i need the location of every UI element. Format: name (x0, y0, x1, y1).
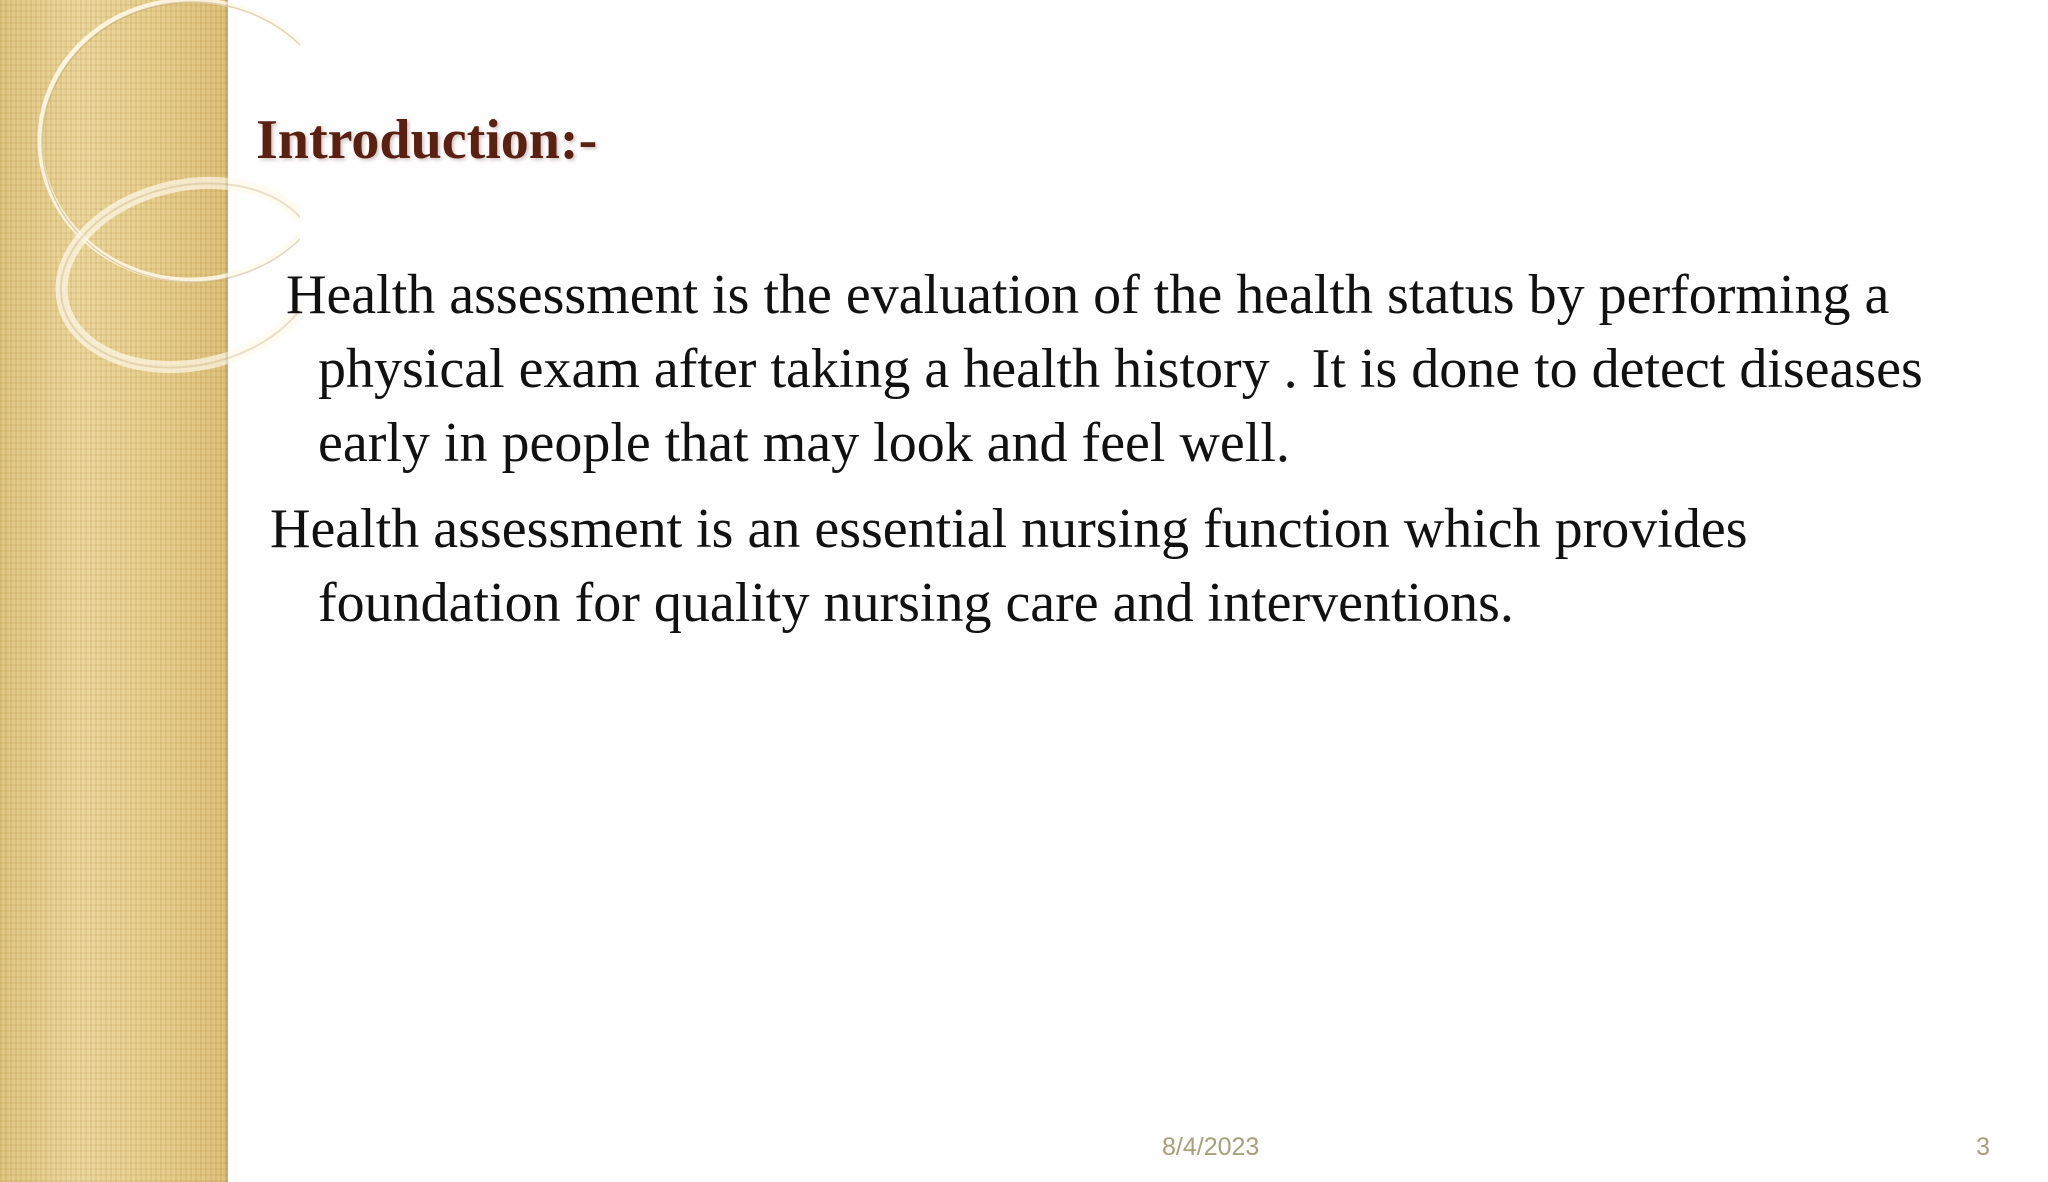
paragraph-health-assessment-function: Health assessment is an essential nursing function which provides foundation for quality nursing care and interventions. (270, 498, 1748, 634)
decorative-rings-icon (0, 0, 300, 420)
paragraph-health-assessment-definition: Health assessment is the evaluation of the health status by performing a physical exam after taking a health history . It is done to detect diseases early in people that may look and feel well. (286, 264, 1923, 474)
slide-body (270, 258, 1990, 640)
slide-date: 8/4/2023 (1162, 1133, 1260, 1161)
decorative-sidebar (0, 0, 228, 1182)
slide-page-number: 3 (1976, 1133, 1990, 1161)
slide-title: Introduction:- (256, 109, 598, 171)
